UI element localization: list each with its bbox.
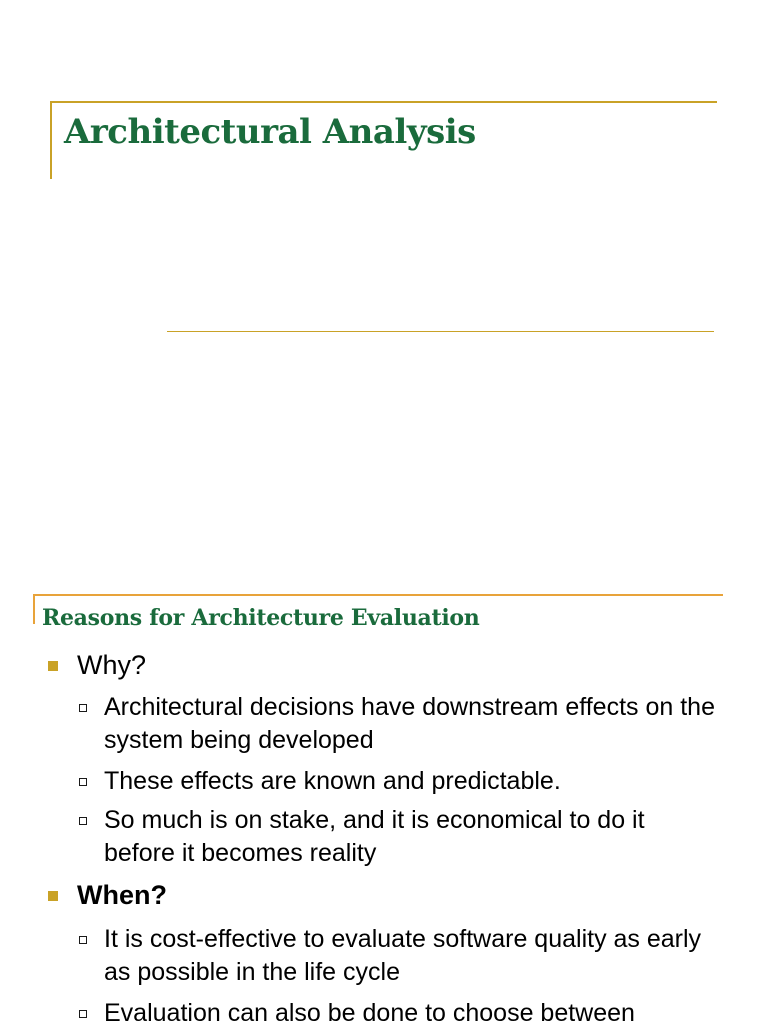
hollow-square-bullet-icon	[79, 778, 87, 786]
list-item-text: Evaluation can also be done to choose between	[104, 999, 635, 1027]
title-divider-line	[167, 331, 714, 332]
square-bullet-icon	[48, 661, 58, 671]
bullet-label: When?	[77, 880, 167, 910]
list-item-text: These effects are known and predictable.	[104, 767, 561, 795]
list-item	[79, 804, 719, 870]
list-item-text: So much is on stake, and it is economical to do it before it becomes reality	[104, 806, 645, 867]
heading-frame-top-line	[33, 594, 723, 596]
hollow-square-bullet-icon	[79, 704, 87, 712]
square-bullet-icon	[48, 891, 58, 901]
list-item	[79, 997, 719, 1030]
content-slide	[0, 590, 768, 1027]
slide-title: Architectural Analysis	[64, 112, 476, 152]
heading-frame-left-line	[33, 594, 35, 624]
hollow-square-bullet-icon	[79, 1010, 87, 1018]
list-item	[79, 765, 719, 798]
hollow-square-bullet-icon	[79, 936, 87, 944]
slide-heading: Reasons for Architecture Evaluation	[42, 605, 480, 631]
title-frame-left-line	[50, 101, 52, 179]
title-frame-top-line	[50, 101, 717, 103]
list-item-text: It is cost-effective to evaluate software quality as early as possible in the life cycle	[104, 925, 702, 986]
list-item	[79, 923, 719, 989]
list-item	[79, 691, 719, 757]
bullet-label: Why?	[77, 650, 147, 680]
hollow-square-bullet-icon	[79, 817, 87, 825]
list-item-text: Architectural decisions have downstream effects on the system being developed	[104, 693, 715, 754]
